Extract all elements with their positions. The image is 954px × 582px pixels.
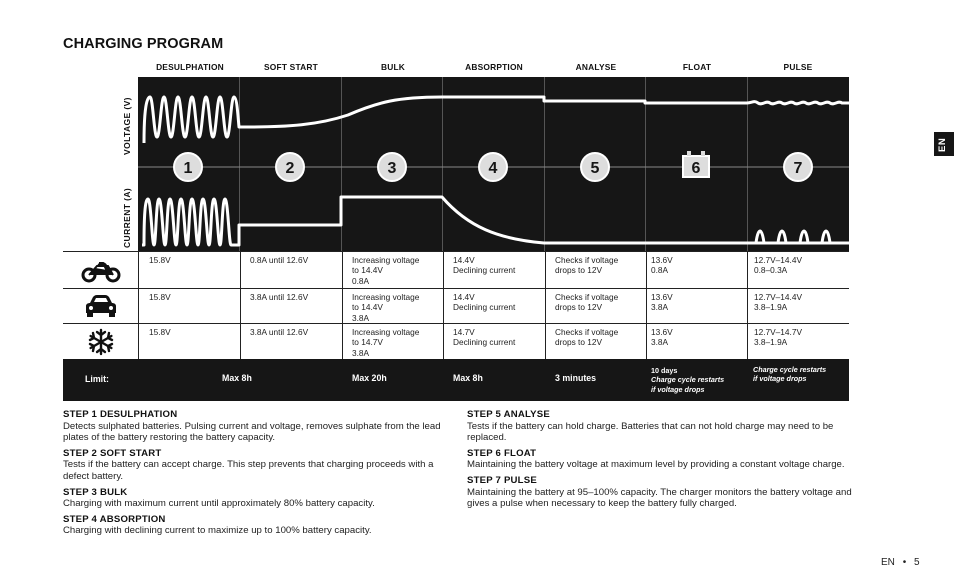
step-heading: STEP 7 PULSE: [467, 474, 537, 486]
table-divider: [138, 251, 139, 359]
footer-lang: EN: [881, 557, 895, 568]
step-text: Charging with maximum current until approximately 80% battery capacity.: [63, 498, 375, 510]
charging-graph: [138, 77, 849, 251]
car-icon: [63, 289, 138, 323]
table-cell: 13.6V 3.8A: [651, 327, 673, 348]
table-cell: 14.4V Declining current: [453, 292, 516, 313]
step-text: Maintaining the battery at 95–100% capacity. The charger monitors the battery voltage and gives a pulse when necessary to keep the battery fully charged.: [467, 486, 852, 510]
step-7-number: 7: [793, 160, 803, 177]
limit-analyse: 3 minutes: [555, 373, 597, 383]
table-divider: [240, 251, 241, 359]
table-row-motorcycle: [63, 251, 849, 288]
table-row-cold: [63, 323, 849, 359]
step-text: Tests if the battery can accept charge. This step prevents that charging proceeds with a defect battery.: [63, 459, 434, 482]
table-cell: Increasing voltage to 14.7V 3.8A: [352, 327, 420, 358]
table-cell: 15.8V: [149, 255, 171, 265]
table-divider: [747, 251, 748, 359]
phase-heading-absorption: ABSORPTION: [465, 62, 523, 72]
table-cell: Increasing voltage to 14.4V 0.8A: [352, 255, 420, 286]
limit-bulk: Max 20h: [352, 373, 387, 383]
phase-heading-bulk: BULK: [380, 62, 406, 72]
table-divider: [646, 251, 647, 359]
step-6-number: 6: [691, 160, 701, 177]
phase-heading-pulse: PULSE: [783, 62, 813, 72]
page-title: CHARGING PROGRAM: [63, 36, 224, 52]
step-heading: STEP 1 DESULPHATION: [63, 409, 178, 420]
step-5-number: 5: [590, 160, 600, 177]
step-heading: STEP 6 FLOAT: [467, 447, 537, 459]
limit-desulphation: Max 8h: [222, 373, 252, 383]
limit-label: Limit:: [85, 374, 109, 384]
table-cell: 14.4V Declining current: [453, 255, 516, 276]
table-cell: 12.7V–14.7V 3.8–1.9A: [754, 327, 802, 348]
steps-right-column: [467, 409, 852, 510]
step-text: Maintaining the battery voltage at maximum level by providing a constant voltage charge.: [467, 459, 845, 471]
step-1-number: 1: [183, 160, 193, 177]
table-cell: Increasing voltage to 14.4V 3.8A: [352, 292, 420, 323]
table-divider: [443, 251, 444, 359]
footer-bullet: •: [902, 557, 907, 568]
table-cell: 3.8A until 12.6V: [250, 327, 309, 337]
current-curve: [142, 197, 849, 245]
table-cell: Checks if voltage drops to 12V: [555, 292, 619, 313]
table-cell: 12.7V–14.4V 3.8–1.9A: [754, 292, 802, 313]
voltage-curve: [144, 97, 849, 143]
language-tab: EN: [934, 132, 954, 156]
step-text: Tests if the battery can hold charge. Batteries that can not hold charge may need to be replaced.: [467, 420, 834, 444]
limit-float: 10 days Charge cycle restarts if voltage drops: [651, 366, 725, 394]
limit-bar: [63, 359, 849, 401]
motorcycle-icon: [63, 252, 138, 288]
current-axis-label: CURRENT (A): [122, 187, 132, 248]
step-heading: STEP 3 BULK: [63, 486, 128, 498]
pulse-current-marks: [747, 231, 849, 243]
page-number: 5: [913, 557, 920, 568]
step-text: Detects sulphated batteries. Pulsing current and voltage, removes sulphate from the lead plates of the battery restoring the battery capacity.: [63, 420, 441, 444]
step-heading: STEP 4 ABSORPTION: [63, 513, 166, 525]
phase-heading-desulphation: DESULPHATION: [156, 62, 224, 72]
limit-pulse: Charge cycle restarts if voltage drops: [753, 365, 827, 384]
snowflake-icon: [63, 324, 138, 359]
step-4-number: 4: [488, 160, 498, 177]
table-cell: 13.6V 0.8A: [651, 255, 673, 276]
step-3-number: 3: [387, 160, 397, 177]
table-cell: 15.8V: [149, 327, 171, 337]
table-cell: 3.8A until 12.6V: [250, 292, 309, 302]
table-cell: 12.7V–14.4V 0.8–0.3A: [754, 255, 802, 276]
limit-absorption: Max 8h: [453, 373, 483, 383]
phase-heading-analyse: ANALYSE: [575, 62, 617, 72]
table-cell: 13.6V 3.8A: [651, 292, 673, 313]
step-heading: STEP 5 ANALYSE: [467, 409, 550, 420]
table-cell: Checks if voltage drops to 12V: [555, 255, 619, 276]
step-heading: STEP 2 SOFT START: [63, 447, 162, 459]
table-cell: 15.8V: [149, 292, 171, 302]
phase-heading-float: FLOAT: [682, 62, 712, 72]
voltage-axis-label: VOLTAGE (V): [122, 97, 132, 155]
table-cell: 14.7V Declining current: [453, 327, 516, 348]
table-divider: [545, 251, 546, 359]
table-row-car: [63, 288, 849, 323]
table-divider: [342, 251, 343, 359]
phase-heading-soft-start: SOFT START: [264, 62, 318, 72]
step-text: Charging with declining current to maximize up to 100% battery capacity.: [63, 525, 372, 537]
table-cell: 0.8A until 12.6V: [250, 255, 309, 265]
table-cell: Checks if voltage drops to 12V: [555, 327, 619, 348]
step-2-number: 2: [285, 160, 295, 177]
steps-left-column: [63, 409, 448, 537]
page-footer: [881, 557, 920, 568]
